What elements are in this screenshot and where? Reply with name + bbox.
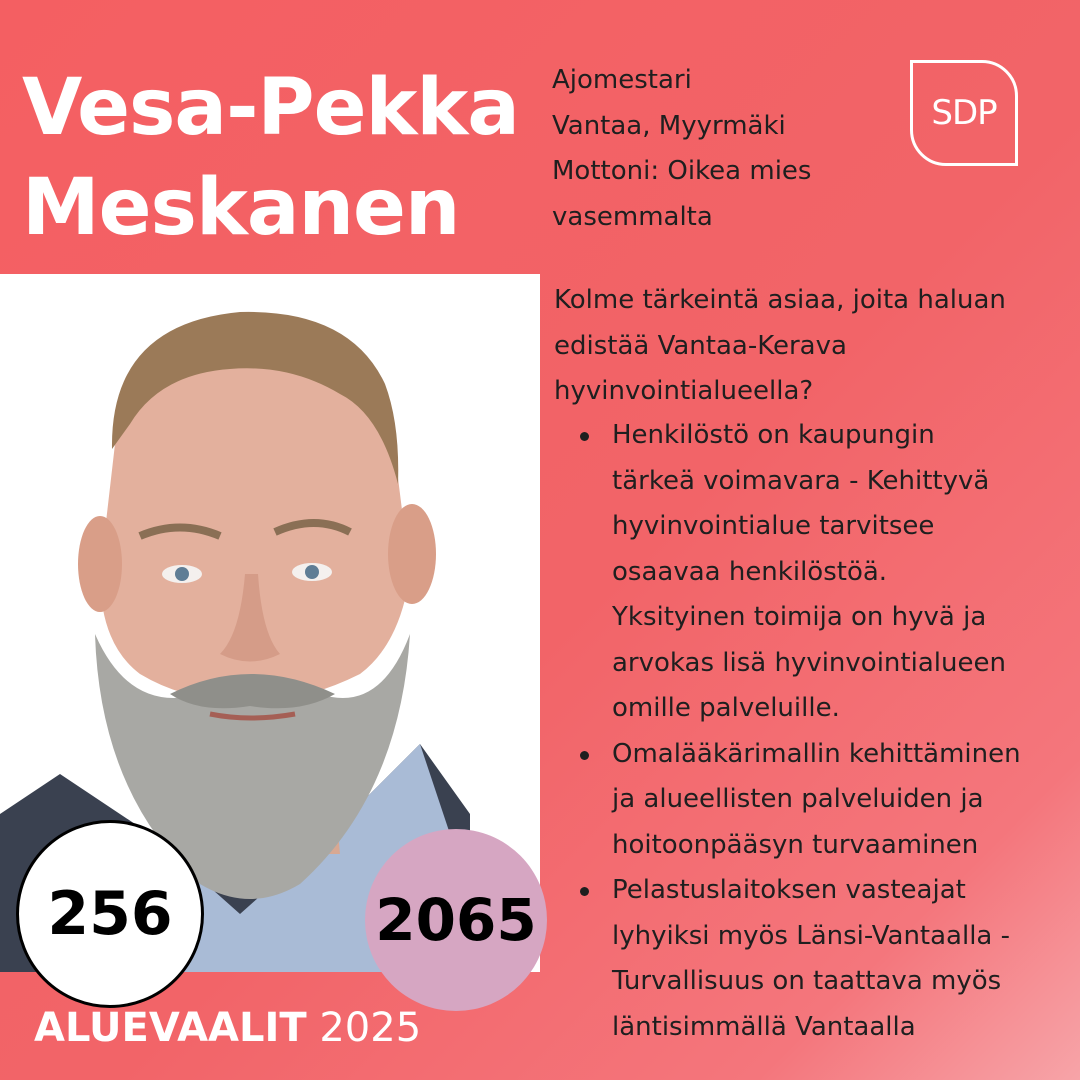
bullet-icon: [580, 887, 589, 896]
question-line2: edistää Vantaa-Kerava: [554, 330, 847, 361]
candidate-info: [552, 58, 872, 240]
election-year: 2025: [319, 1005, 422, 1051]
candidate-motto-line2: vasemmalta: [552, 201, 713, 232]
election-label: ALUEVAALIT: [34, 1005, 307, 1051]
list-item-line: lyhyiksi myös Länsi-Vantaalla -: [612, 920, 1011, 951]
list-item-line: hoitoonpääsyn turvaaminen: [612, 829, 979, 860]
list-item-line: omille palveluille.: [612, 693, 840, 723]
list-item: [580, 868, 1075, 1050]
list-item-line: Henkilöstö on kaupungin: [612, 420, 935, 450]
candidate-number-badge: [16, 820, 204, 1008]
list-item-line: läntisimmällä Vantaalla: [612, 1011, 916, 1042]
candidate-last-name: Meskanen: [22, 163, 460, 253]
list-item: [580, 732, 1075, 869]
priorities-list: [580, 413, 1075, 1050]
candidate-profession: Ajomestari: [552, 65, 692, 95]
list-item-line: Turvallisuus on taattava myös: [612, 966, 1002, 996]
candidate-name: [22, 58, 542, 258]
list-item-line: tärkeä voimavara - Kehittyvä: [612, 465, 990, 496]
list-item-line: Omalääkärimallin kehittäminen: [612, 738, 1021, 769]
bullet-icon: [580, 432, 589, 441]
candidate-number: 256: [47, 879, 173, 949]
secondary-number: 2065: [375, 886, 537, 954]
list-item: [580, 413, 1075, 732]
list-item-line: Yksityinen toimija on hyvä ja: [612, 602, 987, 632]
list-item-line: ja alueellisten palveluiden ja: [612, 784, 984, 814]
bullet-icon: [580, 751, 589, 760]
question-line3: hyvinvointialueella?: [554, 376, 814, 406]
candidate-first-name: Vesa-Pekka: [22, 63, 519, 153]
list-item-line: Pelastuslaitoksen vasteajat: [612, 875, 966, 905]
election-title: [34, 1002, 421, 1054]
list-item-line: arvokas lisä hyvinvointialueen: [612, 647, 1006, 678]
candidate-location: Vantaa, Myyrmäki: [552, 110, 786, 141]
question-line1: Kolme tärkeintä asiaa, joita haluan: [554, 285, 1006, 315]
secondary-number-badge: [365, 829, 547, 1011]
priorities-question: [554, 278, 1074, 415]
candidate-motto-line1: Mottoni: Oikea mies: [552, 156, 812, 186]
list-item-line: hyvinvointialue tarvitsee: [612, 511, 935, 541]
party-logo-text: SDP: [931, 93, 997, 133]
list-item-line: osaavaa henkilöstöä.: [612, 556, 888, 587]
sdp-logo-icon: [910, 60, 1018, 166]
